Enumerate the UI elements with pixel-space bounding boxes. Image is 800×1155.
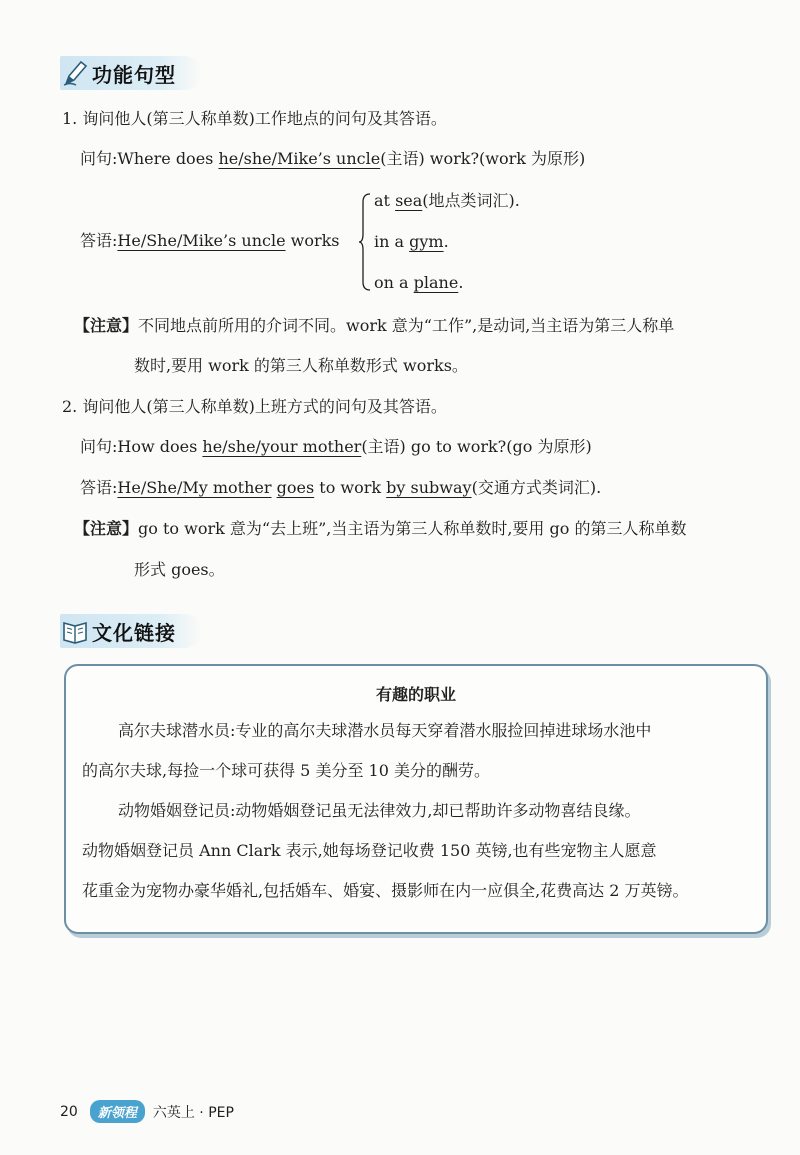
- option-word: sea: [395, 191, 423, 210]
- option-word: plane: [413, 273, 459, 292]
- item2-heading: [62, 396, 447, 418]
- question-subject: he/she/your mother: [202, 437, 362, 456]
- option-after: .: [443, 232, 449, 251]
- section-title: 文化链接: [92, 620, 176, 645]
- option-before: in a: [374, 232, 410, 251]
- item2-note: [74, 518, 686, 540]
- culture-paragraph-line: 高尔夫球潜水员:专业的高尔夫球潜水员每天穿着潜水服捡回掉进球场水池中: [118, 721, 652, 740]
- section-heading-culture-link: [60, 614, 202, 648]
- pen-icon: [60, 58, 90, 88]
- note-text: 不同地点前所用的介词不同。work 意为“工作”,是动词,当主语为第三人称单: [138, 316, 675, 335]
- curly-brace-icon: [358, 192, 372, 292]
- item2-heading-text: 2. 询问他人(第三人称单数)上班方式的问句及其答语。: [62, 397, 447, 416]
- option-before: at: [374, 191, 396, 210]
- item1-heading: [62, 108, 447, 130]
- item2-question: [80, 436, 592, 458]
- option-before: on a: [374, 273, 414, 292]
- note-text: 形式 goes。: [134, 560, 225, 579]
- note-tag: 【注意】: [74, 519, 139, 538]
- answer-prefix: 答语:: [80, 478, 118, 497]
- culture-paragraph-line: 动物婚姻登记员 Ann Clark 表示,她每场登记收费 150 英镑,也有些宠物主人愿意: [82, 841, 657, 860]
- culture-paragraph-line: 花重金为宠物办豪华婚礼,包括婚车、婚宴、摄影师在内一应俱全,花费高达 2 万英镑。: [82, 881, 689, 900]
- answer-mid: to work: [314, 478, 387, 497]
- option-after: (地点类词汇).: [422, 191, 520, 210]
- answer-subject: He/She/Mike’s uncle: [117, 231, 286, 250]
- item1-note: [74, 315, 674, 337]
- option-word: gym: [409, 232, 444, 251]
- culture-title: 有趣的职业: [375, 685, 456, 704]
- book-icon: [60, 616, 90, 646]
- question-prefix: 问句:How does: [80, 437, 203, 456]
- option-line: [374, 231, 449, 253]
- page-footer: [60, 1100, 234, 1123]
- question-rest: (主语) work?(work 为原形): [380, 149, 586, 168]
- culture-paragraph-line: 动物婚姻登记员:动物婚姻登记虽无法律效力,却已帮助许多动物喜结良缘。: [118, 801, 641, 820]
- note-text: go to work 意为“去上班”,当主语为第三人称单数时,要用 go 的第三人称单数: [138, 519, 687, 538]
- item1-answer: [80, 230, 340, 252]
- section-title: 功能句型: [92, 62, 176, 87]
- option-line: [374, 190, 520, 212]
- culture-box: [64, 664, 768, 934]
- note-tag: 【注意】: [74, 316, 139, 335]
- item2-answer: [80, 477, 601, 499]
- section-heading-functional-sentences: [60, 56, 202, 90]
- item1-heading-text: 1. 询问他人(第三人称单数)工作地点的问句及其答语。: [62, 109, 447, 128]
- answer-verb: works: [285, 231, 340, 250]
- question-subject: he/she/Mike’s uncle: [218, 149, 381, 168]
- brand-badge: 新领程: [90, 1100, 145, 1123]
- item1-question: [80, 148, 585, 170]
- question-rest: (主语) go to work?(go 为原形): [361, 437, 592, 456]
- answer-rest: (交通方式类词汇).: [471, 478, 602, 497]
- item2-note-continued: [134, 559, 225, 581]
- book-label: 六英上 · PEP: [152, 1104, 234, 1121]
- note-text: 数时,要用 work 的第三人称单数形式 works。: [134, 356, 468, 375]
- answer-subject: He/She/My mother: [117, 478, 272, 497]
- item1-note-continued: [134, 355, 468, 377]
- answer-way: by subway: [386, 478, 472, 497]
- answer-prefix: 答语:: [80, 231, 118, 250]
- question-prefix: 问句:Where does: [80, 149, 219, 168]
- option-line: [374, 272, 463, 294]
- answer-verb: goes: [276, 478, 315, 497]
- page-number: 20: [60, 1103, 78, 1120]
- option-after: .: [458, 273, 464, 292]
- culture-paragraph-line: 的高尔夫球,每捡一个球可获得 5 美分至 10 美分的酬劳。: [82, 761, 490, 780]
